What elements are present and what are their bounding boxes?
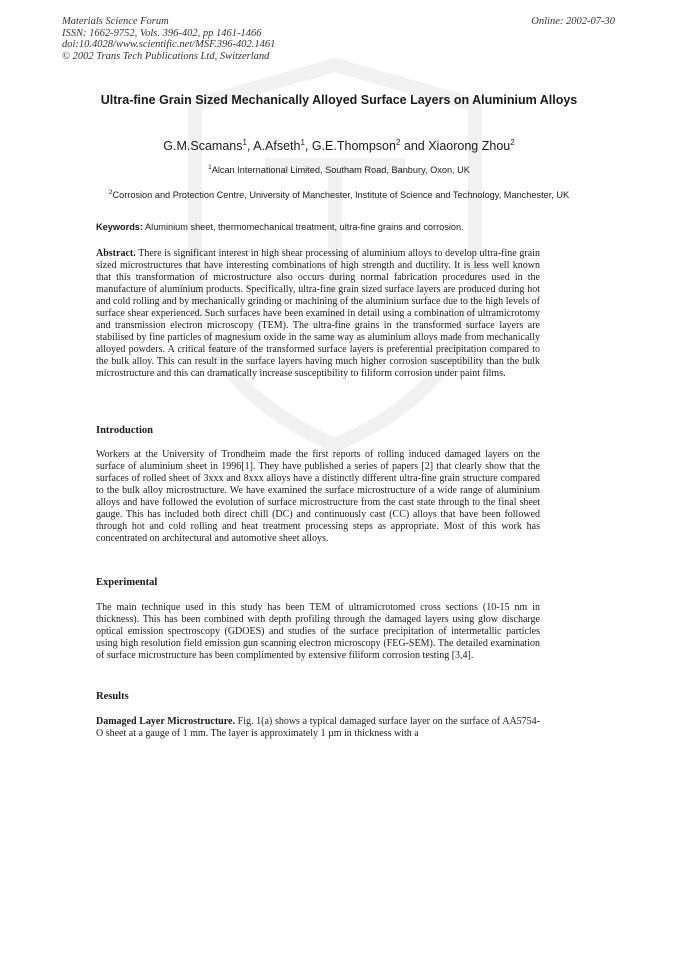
affiliation-2 [100, 187, 578, 201]
affiliation-text: Corrosion and Protection Centre, University of Manchester, Institute of Science and Technology, Manchester, UK [112, 190, 570, 201]
author-affiliation-mark: 2 [510, 138, 515, 147]
online-date: Online: 2002-07-30 [531, 16, 615, 27]
author-name: G.E.Thompson [311, 139, 396, 154]
abstract-label: Abstract. [96, 248, 136, 259]
affiliation-mark: 1 [208, 164, 212, 171]
section-heading-results: Results [96, 691, 129, 702]
keywords-label: Keywords: [96, 222, 143, 232]
copyright-line: © 2002 Trans Tech Publications Ltd, Switzerland [62, 50, 270, 62]
section-heading-experimental: Experimental [96, 577, 158, 588]
author-conjunction: and [403, 139, 425, 154]
keywords-text: Aluminium sheet, thermomechanical treatment, ultra-fine grains and corrosion. [145, 222, 464, 232]
experimental-paragraph: The main technique used in this study has been TEM of ultramicrotomed cross sections (10-15 nm in thickness). This has been combined with depth profiling through the damaged layers using glow discharge optical emission spectroscopy (GDOES) and studies of the surface precipitation of intermetallic particles using high resolution field emission gun scanning electron microscopy (FEG-SEM). The detailed examination of surface microstructure has been complimented by extensive filiform corrosion testing [3,4]. [96, 602, 540, 661]
keywords [96, 221, 582, 233]
affiliation-mark: 2 [108, 189, 113, 196]
author-affiliation-mark: 1 [300, 138, 305, 147]
affiliation-1 [100, 162, 578, 176]
author-affiliation-mark: 2 [395, 138, 401, 147]
author-name: A.Afseth [253, 139, 301, 154]
author-affiliation-mark: 1 [242, 138, 247, 147]
results-paragraph [96, 716, 540, 740]
paper-title: Ultra-fine Grain Sized Mechanically Alloyed Surface Layers on Aluminium Alloys [100, 93, 578, 107]
journal-header [62, 16, 275, 62]
results-subheading: Damaged Layer Microstructure. [96, 716, 235, 727]
doi-link[interactable]: doi:10.4028/www.scientific.net/MSF.396-402.1461 [62, 39, 276, 50]
issn-line: ISSN: 1662-9752, Vols. 396-402, pp 1461-1466 [62, 27, 262, 39]
abstract [96, 248, 540, 380]
author-name: Xiaorong Zhou [428, 139, 511, 154]
results-text: Fig. 1(a) shows a typical damaged surface layer on the surface of AA5754-O sheet at a gauge of 1 mm. The layer is approximately 1 µm in thickness with a [96, 716, 540, 739]
section-heading-introduction: Introduction [96, 425, 153, 436]
author-list: G.M.Scamans$^1$, A.Afseth$^1$, G.E.Thompson$^2$ and Xiaorong Zhou$^2$ [163, 138, 515, 154]
author-name: G.M.Scamans [163, 139, 243, 154]
affiliation-text: Alcan International Limited, Southam Road, Banbury, Oxon, UK [211, 165, 470, 176]
abstract-text: There is significant interest in high shear processing of aluminium alloys to develop ultra-fine grain sized microstructures that have interesting combinations of high strength and ductility. It is less well known that this transformation of microstructure also occurs during normal fabrication procedures used in the manufacture of aluminium products. Specifically, ultra-fine grain sized surface layers are produced during hot and cold rolling and by mechanically grinding or machining of the aluminium surface due to the high levels of surface shear experienced. Such surfaces have been examined in detail using a combination of ultramicrotomy and transmission electron microscopy (TEM). The ultra-fine grains in the transformed surface layers are stabilised by fine particles of magnesium oxide in the same way as aluminium alloys made from mechanically alloyed powders. A critical feature of the transformed surface layers is preferential precipitation compared to the bulk alloy. This can result in the surface layers having much higher corrosion susceptibility than the bulk microstructure and this can dramatically increase susceptibility to filiform corrosion under paint films. [96, 248, 540, 379]
introduction-paragraph: Workers at the University of Trondheim made the first reports of rolling induced damaged layers on the surface of aluminium sheet in 1996[1]. They have published a series of papers [2] that clearly show that the surfaces of rolled sheet of 3xxx and 8xxx alloys have a distinctly different ultra-fine grain structure compared to the bulk alloy microstructure. We have examined the surface microstructure of a wide range of aluminium alloys and have followed the evolution of surface microstructure from the cast state through to the final sheet gauge. This has included both direct chill (DC) and continuously cast (CC) alloys that have been followed through hot and cold rolling and heat treatment processing steps as appropriate. Most of this work has concentrated on architectural and automotive sheet alloys. [96, 449, 540, 544]
journal-name: Materials Science Forum [62, 16, 169, 27]
